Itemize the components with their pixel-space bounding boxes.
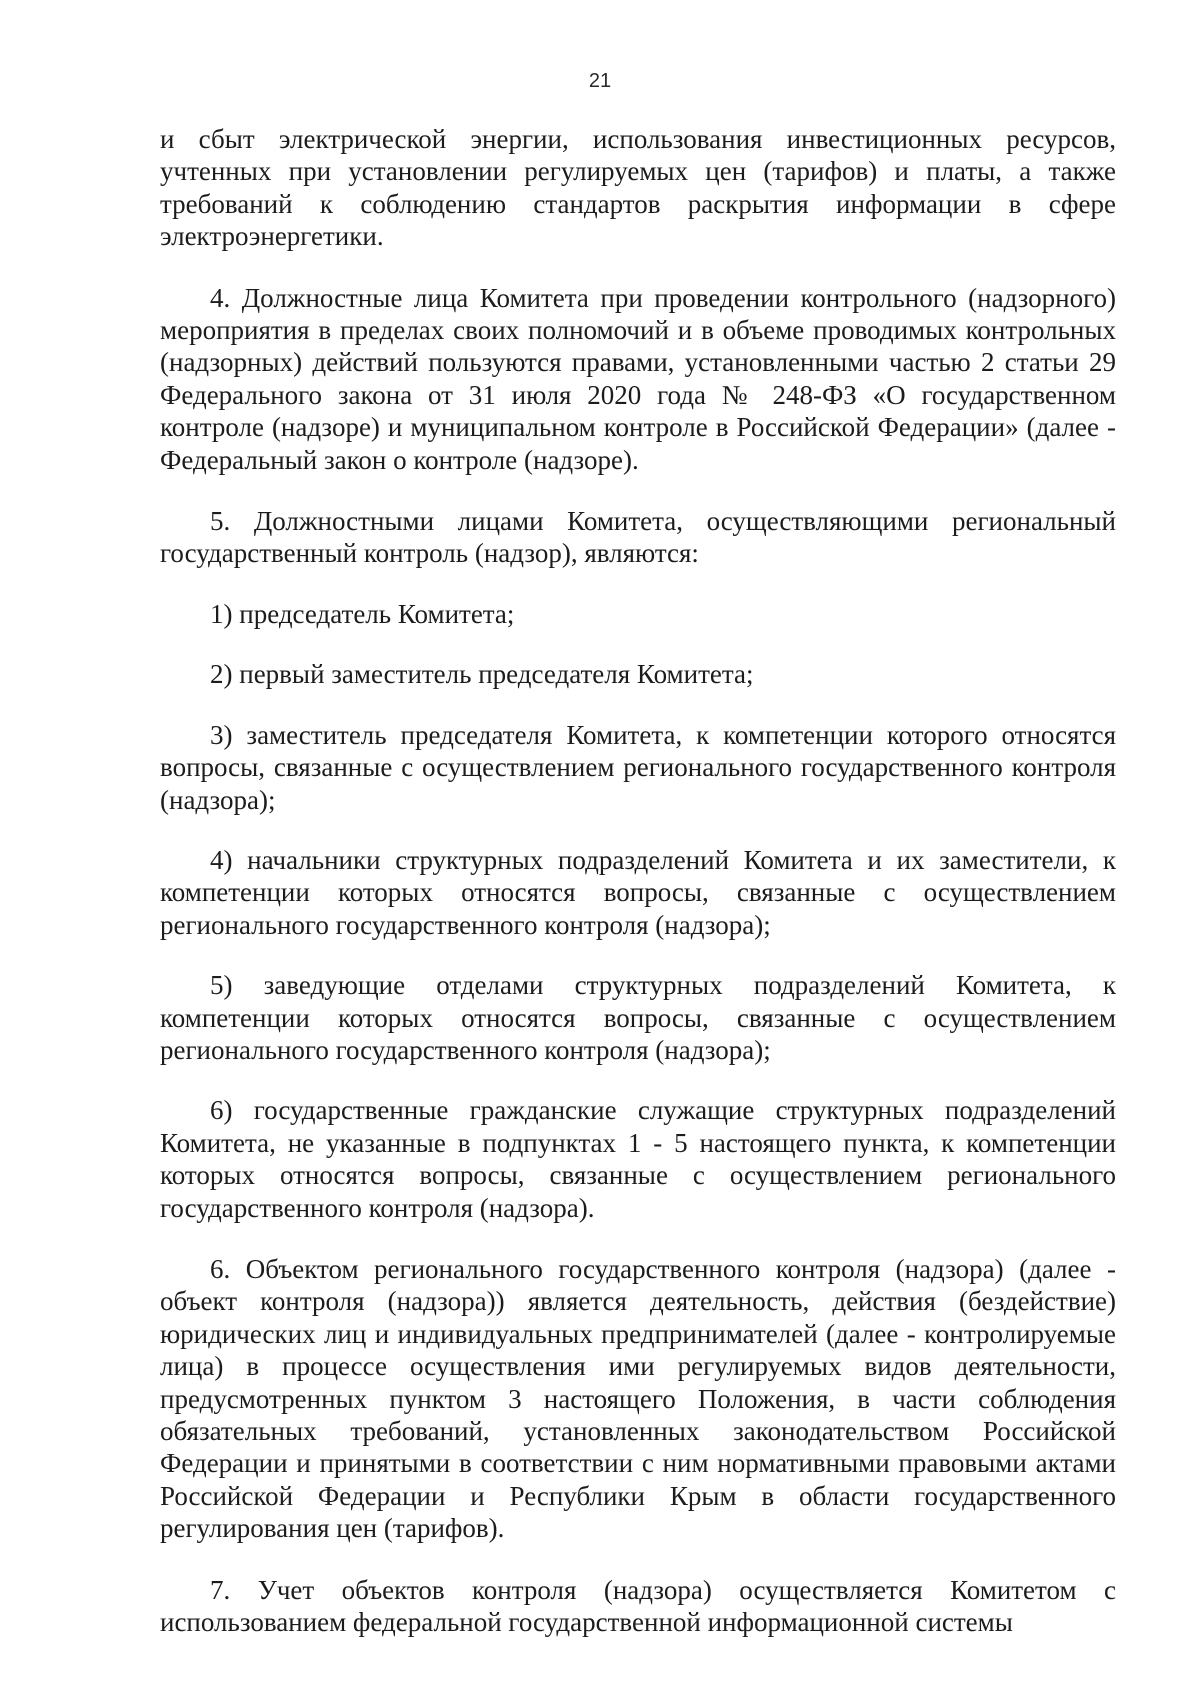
paragraph-item-7: 7. Учет объектов контроля (надзора) осуществляется Комитетом с использованием федеральной государственной информационной системы [160, 1574, 1116, 1638]
subitem-2: 2) первый заместитель председателя Комитета; [210, 659, 754, 690]
paragraph-item-4: 4. Должностные лица Комитета при проведении контрольного (надзорного) мероприятия в пределах своих полномочий и в объеме проводимых контрольных (надзорных) действий пользуются правами, установленными частью 2 статьи 29 Федерального закона от 31 июля 2020 года № 248-ФЗ «О государственном контроле (надзоре) и муниципальном контроле в Российской Федерации» (далее - Федеральный закон о контроле (надзоре). [160, 282, 1116, 475]
subitem-4: 4) начальники структурных подразделений Комитета и их заместители, к компетенции которых относятся вопросы, связанные с осуществлением регионального государственного контроля (надзора); [160, 844, 1116, 940]
document-body [160, 123, 1116, 1638]
paragraph-continuation: и сбыт электрической энергии, использования инвестиционных ресурсов, учтенных при установлении регулируемых цен (тарифов) и платы, а также требований к соблюдению стандартов раскрытия информации в сфере электроэнергетики. [160, 124, 1116, 252]
subitem-3: 3) заместитель председателя Комитета, к компетенции которого относятся вопросы, связанные с осуществлением регионального государственного контроля (надзора); [160, 719, 1116, 815]
paragraph-item-5: 5. Должностными лицами Комитета, осуществляющими региональный государственный контроль (надзор), являются: [160, 506, 1116, 569]
paragraph-item-6: 6. Объектом регионального государственного контроля (надзора) (далее - объект контроля (надзора)) является деятельность, действия (бездействие) юридических лиц и индивидуальных предпринимателей (далее - контролируемые лица) в процессе осуществления ими регулируемых видов деятельности, предусмотренных пунктом 3 настоящего Положения, в части соблюдения обязательных требований, установленных законодательством Российской Федерации и принятыми в соответствии с ним нормативными правовыми актами Российской Федерации и Республики Крым в области государственного регулирования цен (тарифов). [160, 1253, 1116, 1544]
page-number: 21 [588, 70, 612, 92]
subitem-1: 1) председатель Комитета; [210, 598, 515, 629]
subitem-6: 6) государственные гражданские служащие структурных подразделений Комитета, не указанные в подпунктах 1 - 5 настоящего пункта, к компетенции которых относятся вопросы, связанные с осуществлением регионального государственного контроля (надзора). [160, 1095, 1116, 1223]
subitem-5: 5) заведующие отделами структурных подразделений Комитета, к компетенции которых относятся вопросы, связанные с осуществлением регионального государственного контроля (надзора); [160, 970, 1116, 1065]
